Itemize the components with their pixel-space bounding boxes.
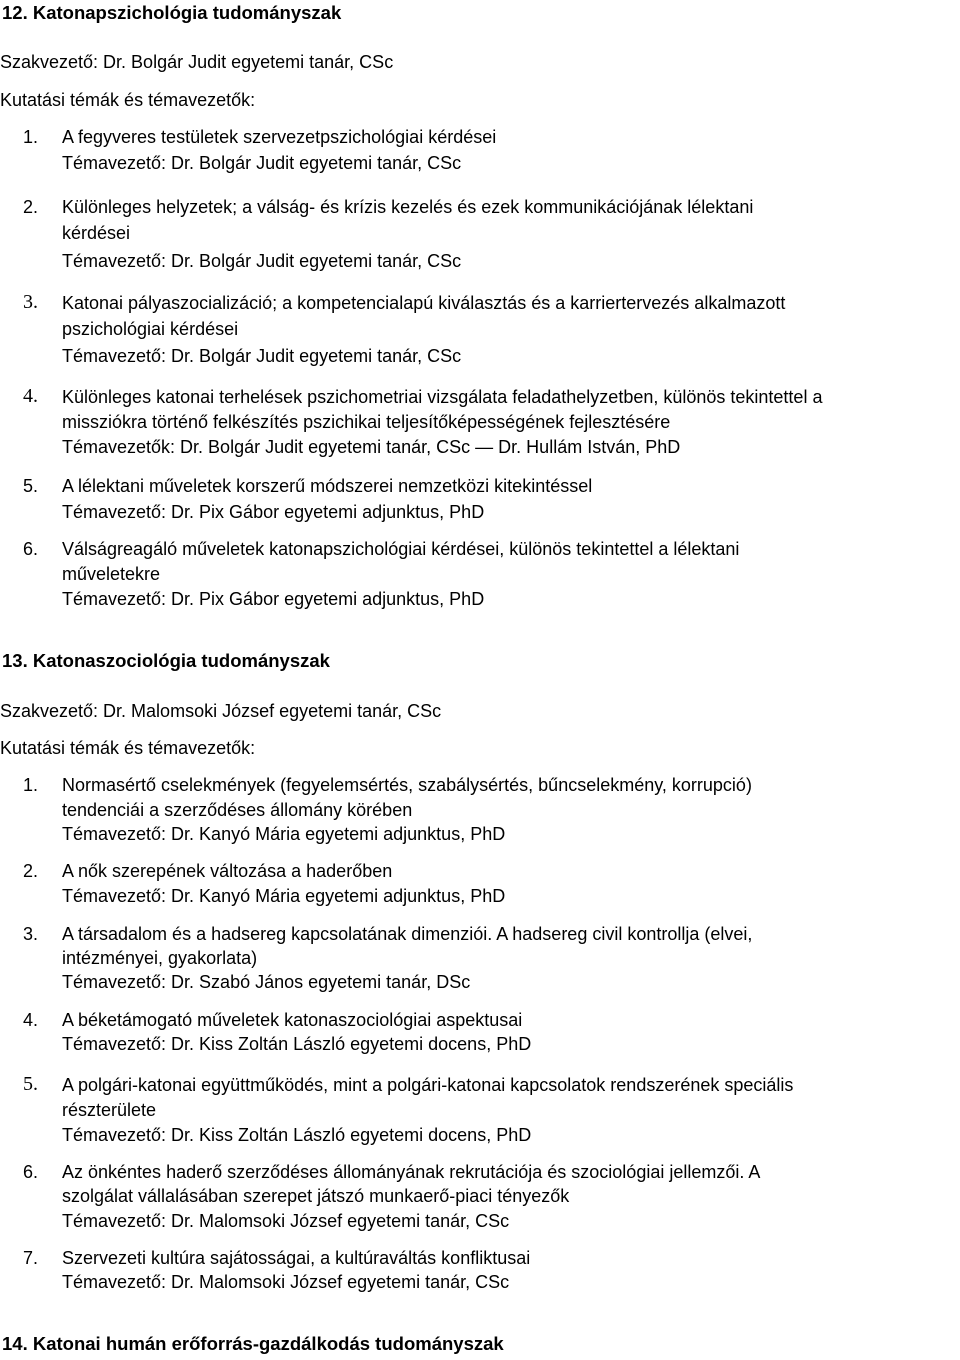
topic-title: Különleges katonai terhelések pszichometriai vizsgálata feladathelyzetben, különös tekintettel a — [62, 387, 823, 407]
topic-title: kérdései — [62, 223, 131, 243]
topic-number: 2. — [23, 861, 39, 881]
topic-title: műveletekre — [62, 564, 161, 584]
topic-supervisor: Témavezető: Dr. Kiss Zoltán László egyetemi docens, PhD — [62, 1034, 532, 1054]
topic-supervisor: Témavezető: Dr. Pix Gábor egyetemi adjunktus, PhD — [62, 502, 485, 522]
section-heading: 14. Katonai humán erőforrás-gazdálkodás tudományszak — [2, 1333, 504, 1354]
topic-title: Különleges helyzetek; a válság- és krízis kezelés és ezek kommunikációjának lélektani — [62, 197, 754, 217]
topic-supervisor: Témavezető: Dr. Bolgár Judit egyetemi tanár, CSc — [62, 346, 462, 366]
topic-supervisor: Témavezető: Dr. Pix Gábor egyetemi adjunktus, PhD — [62, 589, 485, 609]
topic-number: 5. — [23, 1073, 38, 1095]
topic-supervisor: Témavezető: Dr. Malomsoki József egyetemi tanár, CSc — [62, 1211, 510, 1231]
topic-supervisor: Témavezető: Dr. Bolgár Judit egyetemi tanár, CSc — [62, 153, 462, 173]
topic-number: 3. — [23, 291, 38, 313]
section-leader: Szakvezető: Dr. Bolgár Judit egyetemi tanár, CSc — [0, 52, 394, 72]
topic-number: 5. — [23, 476, 39, 496]
topic-number: 1. — [23, 775, 39, 795]
topic-number: 7. — [23, 1248, 39, 1268]
topic-supervisor: Témavezető: Dr. Kanyó Mária egyetemi adjunktus, PhD — [62, 824, 506, 844]
topic-title: A fegyveres testületek szervezetpszichológiai kérdései — [62, 127, 497, 147]
section-leader: Szakvezető: Dr. Malomsoki József egyetemi tanár, CSc — [0, 701, 442, 721]
topic-number: 2. — [23, 197, 39, 217]
topic-supervisor: Témavezető: Dr. Kiss Zoltán László egyetemi docens, PhD — [62, 1125, 532, 1145]
topic-supervisor: Témavezető: Dr. Kanyó Mária egyetemi adjunktus, PhD — [62, 886, 506, 906]
topic-number: 6. — [23, 1162, 39, 1182]
topic-title: A társadalom és a hadsereg kapcsolatának dimenziói. A hadsereg civil kontrollja (elvei, — [62, 924, 753, 944]
topic-title: részterülete — [62, 1100, 157, 1120]
topic-title: pszichológiai kérdései — [62, 319, 239, 339]
topic-title: Normasértő cselekmények (fegyelemsértés, szabálysértés, bűncselekmény, korrupció) — [62, 775, 752, 795]
topic-title: Az önkéntes haderő szerződéses állományának rekrutációja és szociológiai jellemzői. A — [62, 1162, 761, 1182]
topic-title: missziókra történő felkészítés pszichikai teljesítőképességének fejlesztésére — [62, 412, 671, 432]
topic-title: A nők szerepének változása a haderőben — [62, 861, 393, 881]
topic-number: 6. — [23, 539, 39, 559]
topic-title: A lélektani műveletek korszerű módszerei nemzetközi kitekintéssel — [62, 476, 593, 496]
topic-number: 3. — [23, 924, 39, 944]
topic-title: Szervezeti kultúra sajátosságai, a kultúraváltás konfliktusai — [62, 1248, 531, 1268]
topic-title: Válságreagáló műveletek katonapszichológiai kérdései, különös tekintettel a lélektani — [62, 539, 740, 559]
topic-title: Katonai pályaszocializáció; a kompetencialapú kiválasztás és a karriertervezés alkalmazott — [62, 293, 786, 313]
topic-supervisor: Témavezetők: Dr. Bolgár Judit egyetemi tanár, CSc — Dr. Hullám István, PhD — [62, 437, 681, 457]
topic-supervisor: Témavezető: Dr. Malomsoki József egyetemi tanár, CSc — [62, 1272, 510, 1292]
topics-label: Kutatási témák és témavezetők: — [0, 90, 256, 110]
topic-title: A béketámogató műveletek katonaszociológiai aspektusai — [62, 1010, 523, 1030]
topic-supervisor: Témavezető: Dr. Bolgár Judit egyetemi tanár, CSc — [62, 251, 462, 271]
topic-title: A polgári-katonai együttműködés, mint a polgári-katonai kapcsolatok rendszerének speciális — [62, 1075, 794, 1095]
topic-number: 4. — [23, 1010, 39, 1030]
topic-number: 4. — [23, 385, 38, 407]
topic-title: szolgálat vállalásában szerepet játszó munkaerő-piaci tényezők — [62, 1186, 570, 1206]
topic-supervisor: Témavezető: Dr. Szabó János egyetemi tanár, DSc — [62, 972, 471, 992]
section-heading: 12. Katonapszichológia tudományszak — [2, 2, 342, 23]
topic-title: tendenciái a szerződéses állomány körében — [62, 800, 413, 820]
section-heading: 13. Katonaszociológia tudományszak — [2, 650, 330, 671]
topic-number: 1. — [23, 127, 39, 147]
topic-title: intézményei, gyakorlata) — [62, 948, 258, 968]
topics-label: Kutatási témák és témavezetők: — [0, 738, 256, 758]
